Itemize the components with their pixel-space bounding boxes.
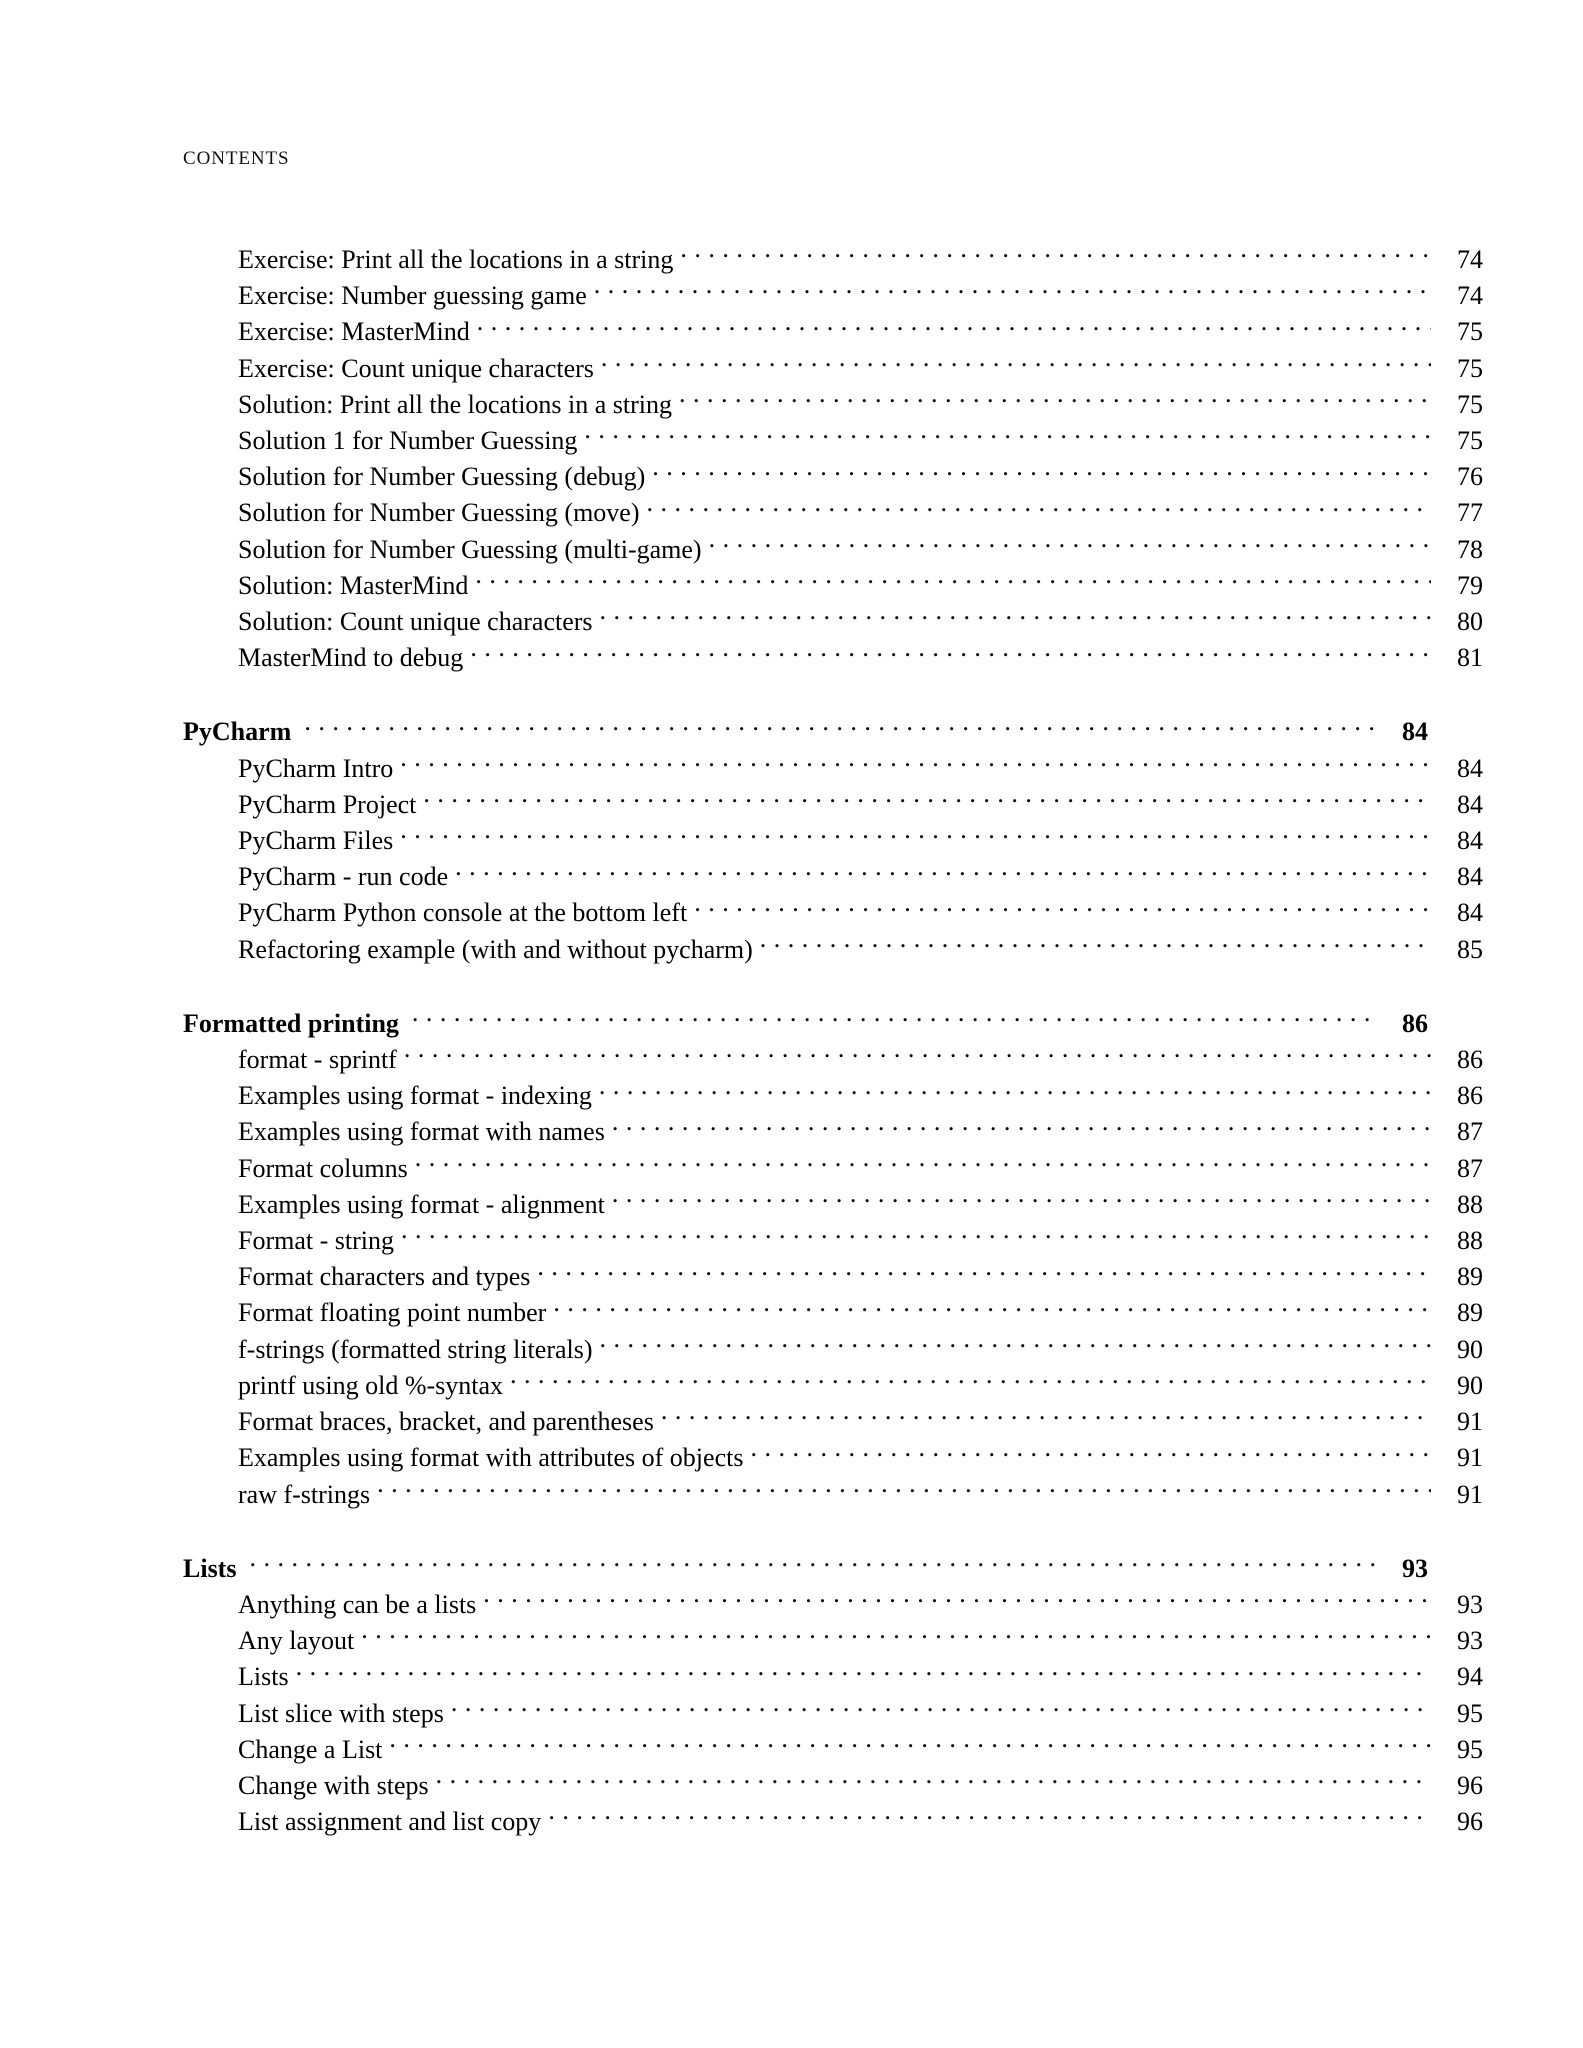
dot-leader [652, 459, 1431, 485]
dot-leader [451, 1696, 1431, 1722]
dot-leader [377, 1477, 1431, 1503]
toc-entry[interactable] [238, 859, 1483, 895]
toc-entry[interactable] [238, 423, 1483, 459]
toc-entry-page-number: 75 [1457, 353, 1483, 383]
toc-entry-page-number: 93 [1402, 1553, 1428, 1583]
toc-entry-label: f-strings (formatted string literals) [238, 1334, 593, 1364]
dot-leader [679, 387, 1431, 413]
dot-leader [423, 787, 1431, 813]
toc-entry-page-number: 96 [1457, 1807, 1483, 1837]
dot-leader [548, 1804, 1431, 1830]
toc-entry-page-number: 84 [1457, 753, 1483, 783]
toc-entry-page-number: 80 [1457, 607, 1483, 637]
dot-leader [599, 1078, 1431, 1104]
dot-leader [760, 932, 1431, 958]
toc-section-heading[interactable] [183, 1551, 1428, 1587]
toc-entry-label: Solution: Print all the locations in a string [238, 389, 673, 419]
toc-entry-page-number: 79 [1457, 570, 1483, 600]
toc-entry-label: PyCharm [183, 717, 292, 747]
dot-leader [361, 1623, 1431, 1649]
dot-leader [601, 351, 1431, 377]
toc-entry[interactable] [238, 1768, 1483, 1804]
toc-entry-label: List slice with steps [238, 1698, 444, 1728]
toc-entry-label: PyCharm Intro [238, 753, 394, 783]
toc-entry[interactable] [238, 895, 1483, 931]
toc-entry-page-number: 75 [1457, 317, 1483, 347]
toc-entry-label: Change with steps [238, 1770, 429, 1800]
dot-leader [694, 895, 1431, 921]
toc-entry-label: Format floating point number [238, 1298, 547, 1328]
toc-entry[interactable] [238, 1659, 1483, 1695]
toc-entry-label: Lists [183, 1553, 237, 1583]
toc-entry[interactable] [238, 314, 1483, 350]
running-head: CONTENTS [183, 148, 290, 169]
toc-entry-page-number: 75 [1457, 389, 1483, 419]
toc-entry-label: PyCharm Files [238, 826, 394, 856]
dot-leader [389, 1732, 1431, 1758]
dot-leader [594, 278, 1431, 304]
toc-entry[interactable] [238, 1440, 1483, 1476]
toc-entry-label: Formatted printing [183, 1008, 399, 1038]
dot-leader [296, 1659, 1431, 1685]
toc-entry-page-number: 86 [1402, 1008, 1428, 1038]
dot-leader [600, 604, 1431, 630]
dot-leader [400, 823, 1431, 849]
toc-entry-label: Solution for Number Guessing (debug) [238, 462, 646, 492]
toc-entry[interactable] [238, 1223, 1483, 1259]
dot-leader [584, 423, 1431, 449]
dot-leader [412, 1006, 1376, 1032]
toc-entry-page-number: 75 [1457, 426, 1483, 456]
toc-entry-page-number: 87 [1457, 1117, 1483, 1147]
toc-entry-label: Exercise: MasterMind [238, 317, 470, 347]
toc-section-heading[interactable] [183, 714, 1428, 750]
dot-leader [600, 1332, 1431, 1358]
dot-leader [537, 1259, 1431, 1285]
toc-section [183, 714, 1483, 967]
toc-entry-page-number: 74 [1457, 245, 1483, 274]
toc-entry[interactable] [238, 1259, 1483, 1295]
dot-leader [404, 1042, 1431, 1068]
toc-entry-page-number: 88 [1457, 1226, 1483, 1256]
toc-entry[interactable] [238, 532, 1483, 568]
toc-entry-label: Change a List [238, 1734, 383, 1764]
toc-entry-label: Examples using format - alignment [238, 1189, 605, 1219]
toc-entry-page-number: 84 [1457, 862, 1483, 892]
toc-entry-label: PyCharm Project [238, 789, 417, 819]
toc-entry-label: Examples using format with names [238, 1117, 605, 1147]
toc-entry-page-number: 76 [1457, 462, 1483, 492]
toc-entry-label: Refactoring example (with and without pycharm) [238, 934, 753, 964]
toc-entry-page-number: 91 [1457, 1407, 1483, 1437]
toc-entry-label: Format braces, bracket, and parentheses [238, 1407, 654, 1437]
dot-leader [612, 1114, 1431, 1140]
toc-entry[interactable] [238, 278, 1483, 314]
dot-leader [647, 495, 1431, 521]
toc-entry-page-number: 90 [1457, 1370, 1483, 1400]
toc-entry-label: MasterMind to debug [238, 643, 464, 673]
toc-entry[interactable] [238, 1404, 1483, 1440]
toc-entry-page-number: 85 [1457, 934, 1483, 964]
toc-entry-label: Solution: Count unique characters [238, 607, 593, 637]
toc-section [183, 1551, 1483, 1841]
toc-entry-page-number: 78 [1457, 534, 1483, 564]
toc-entry-page-number: 93 [1457, 1626, 1483, 1656]
dot-leader [612, 1187, 1431, 1213]
dot-leader [401, 1223, 1431, 1249]
dot-leader [483, 1587, 1431, 1613]
toc-entry-label: Lists [238, 1662, 289, 1692]
toc-entry[interactable] [238, 495, 1483, 531]
toc-entry-label: Any layout [238, 1626, 355, 1656]
toc-entry-label: Examples using format with attributes of objects [238, 1443, 744, 1473]
toc-entry[interactable] [238, 387, 1483, 423]
toc-entry-page-number: 94 [1457, 1662, 1483, 1692]
toc-entry-label: Solution: MasterMind [238, 570, 469, 600]
toc-entry[interactable] [238, 1477, 1483, 1513]
toc-entry-label: PyCharm - run code [238, 862, 449, 892]
toc-entry-page-number: 86 [1457, 1081, 1483, 1111]
toc-entry-page-number: 87 [1457, 1153, 1483, 1183]
dot-leader [680, 242, 1431, 268]
toc-entry-page-number: 84 [1402, 717, 1428, 747]
toc-entry-label: Anything can be a lists [238, 1589, 477, 1619]
toc-entry-label: Format columns [238, 1153, 408, 1183]
toc-entry-label: Solution 1 for Number Guessing [238, 426, 578, 456]
toc-entry-page-number: 91 [1457, 1479, 1483, 1509]
toc-entry-page-number: 96 [1457, 1770, 1483, 1800]
toc-entry-label: Examples using format - indexing [238, 1081, 592, 1111]
toc-entry[interactable] [238, 1042, 1483, 1078]
toc-section [183, 242, 1483, 676]
toc-entry-page-number: 74 [1457, 281, 1483, 311]
toc-entry-label: raw f-strings [238, 1479, 371, 1509]
table-of-contents [183, 242, 1483, 1840]
dot-leader [400, 751, 1431, 777]
toc-entry-page-number: 95 [1457, 1698, 1483, 1728]
toc-section-heading[interactable] [183, 1006, 1428, 1042]
toc-entry[interactable] [238, 1623, 1483, 1659]
toc-entry[interactable] [238, 640, 1483, 676]
toc-entry[interactable] [238, 1732, 1483, 1768]
toc-entry-label: Solution for Number Guessing (move) [238, 498, 640, 528]
toc-entry[interactable] [238, 1187, 1483, 1223]
toc-entry[interactable] [238, 242, 1483, 278]
dot-leader [415, 1151, 1431, 1177]
dot-leader [750, 1440, 1431, 1466]
toc-entry[interactable] [238, 751, 1483, 787]
toc-entry[interactable] [238, 459, 1483, 495]
toc-entry-label: printf using old %-syntax [238, 1370, 504, 1400]
toc-entry-page-number: 89 [1457, 1298, 1483, 1328]
toc-entry-label: format - sprintf [238, 1045, 397, 1075]
toc-entry[interactable] [238, 823, 1483, 859]
toc-entry[interactable] [238, 1804, 1483, 1840]
toc-entry[interactable] [238, 1587, 1483, 1623]
dot-leader [455, 859, 1431, 885]
toc-section [183, 1006, 1483, 1513]
dot-leader [470, 640, 1431, 666]
toc-entry[interactable] [238, 932, 1483, 968]
toc-entry-label: Exercise: Count unique characters [238, 353, 594, 383]
dot-leader [510, 1368, 1431, 1394]
toc-entry-label: Format - string [238, 1226, 394, 1256]
toc-entry-label: Solution for Number Guessing (multi-game) [238, 534, 702, 564]
toc-entry-page-number: 86 [1457, 1045, 1483, 1075]
dot-leader [304, 714, 1376, 740]
dot-leader [249, 1551, 1376, 1577]
dot-leader [436, 1768, 1431, 1794]
toc-entry-page-number: 77 [1457, 498, 1483, 528]
toc-entry-page-number: 95 [1457, 1734, 1483, 1764]
toc-entry-label: Format characters and types [238, 1262, 531, 1292]
toc-entry[interactable] [238, 604, 1483, 640]
toc-entry[interactable] [238, 568, 1483, 604]
toc-entry[interactable] [238, 351, 1483, 387]
toc-entry-page-number: 84 [1457, 898, 1483, 928]
toc-entry[interactable] [238, 1368, 1483, 1404]
toc-entry-label: PyCharm Python console at the bottom left [238, 898, 688, 928]
toc-entry[interactable] [238, 1696, 1483, 1732]
dot-leader [661, 1404, 1431, 1430]
dot-leader [553, 1295, 1431, 1321]
toc-entry[interactable] [238, 1295, 1483, 1331]
toc-entry[interactable] [238, 1114, 1483, 1150]
toc-entry[interactable] [238, 1332, 1483, 1368]
toc-entry-page-number: 88 [1457, 1189, 1483, 1219]
toc-entry[interactable] [238, 1078, 1483, 1114]
toc-entry-page-number: 89 [1457, 1262, 1483, 1292]
dot-leader [709, 532, 1431, 558]
toc-entry-page-number: 84 [1457, 826, 1483, 856]
toc-entry-page-number: 84 [1457, 789, 1483, 819]
dot-leader [477, 314, 1431, 340]
toc-entry[interactable] [238, 787, 1483, 823]
toc-entry-page-number: 93 [1457, 1589, 1483, 1619]
toc-entry[interactable] [238, 1151, 1483, 1187]
toc-entry-page-number: 91 [1457, 1443, 1483, 1473]
toc-entry-page-number: 81 [1457, 643, 1483, 673]
toc-entry-label: List assignment and list copy [238, 1807, 542, 1837]
toc-entry-label: Exercise: Print all the locations in a string [238, 245, 674, 274]
dot-leader [475, 568, 1431, 594]
toc-entry-page-number: 90 [1457, 1334, 1483, 1364]
toc-entry-label: Exercise: Number guessing game [238, 281, 587, 311]
